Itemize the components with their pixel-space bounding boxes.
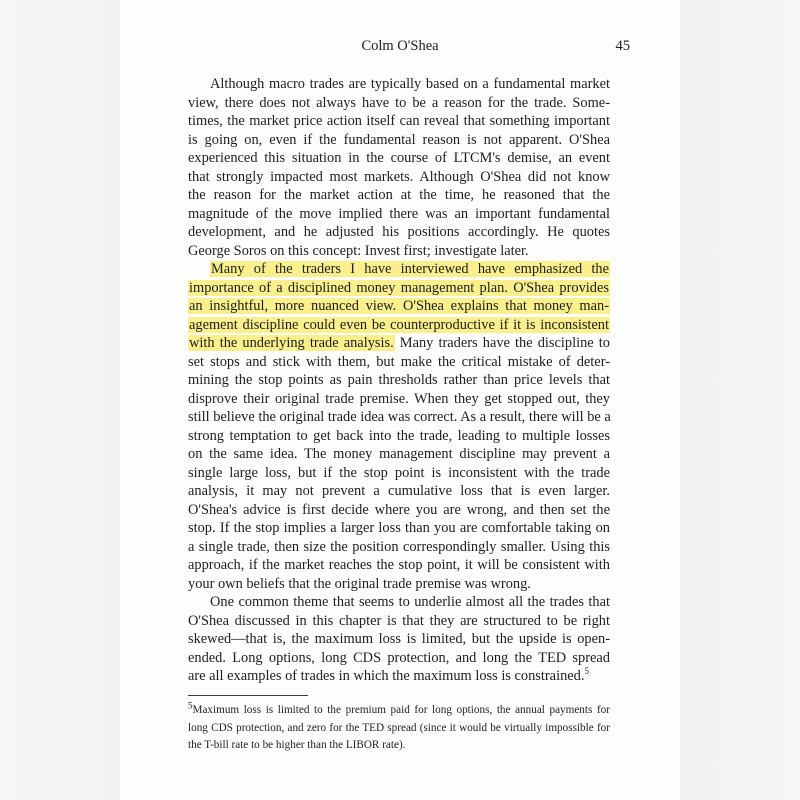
- footnote-line: [188, 702, 610, 720]
- paragraph-line: magnitude of the move implied there was an important fundamental: [188, 205, 610, 222]
- paragraph-line: your own beliefs that the original trade premise was wrong.: [188, 575, 531, 592]
- paragraph-2: [188, 260, 610, 593]
- highlighted-text: with the underlying trade analysis.: [189, 335, 394, 351]
- footnote-reference: 5: [584, 666, 589, 677]
- paragraph-line: [188, 667, 610, 686]
- footnote-line: the T-bill rate to be higher than the LIBOR rate).: [188, 739, 406, 751]
- paragraph-line: is going on, even if the fundamental reason is not apparent. O'Shea: [188, 131, 610, 148]
- paragraph-1: [188, 75, 610, 260]
- paragraph-line: times, the market price action itself can reveal that something important: [188, 113, 610, 129]
- paragraph-line: approach, if the market reaches the stop point, it will be consistent with: [188, 557, 610, 573]
- paragraph-line: O'Shea discussed in this chapter is that they are structured to be right: [188, 612, 610, 629]
- footnote-divider: [188, 695, 308, 696]
- footnote-marker: 5: [188, 700, 193, 711]
- highlighted-line: [188, 316, 610, 335]
- paragraph-line: experienced this situation in the course of LTCM's demise, an event: [188, 150, 610, 166]
- paragraph-line: set stops and stick with them, but make the critical mistake of deter-: [188, 353, 610, 370]
- paragraph-line: that strongly impacted most markets. Although O'Shea did not know: [188, 168, 610, 185]
- paragraph-line: O'Shea's advice is first decide where you are wrong, and then set the: [188, 501, 610, 518]
- paragraph-line: a single trade, then size the position correspondingly smaller. Using this: [188, 538, 610, 555]
- footnote-text: Maximum loss is limited to the premium paid for long options, the annual payments for: [192, 704, 610, 716]
- paragraph-line: stop. If the stop implies a larger loss than you are comfortable taking on: [188, 520, 610, 536]
- paragraph-line: Although macro trades are typically based on a fundamental market: [210, 76, 610, 92]
- paragraph-line: One common theme that seems to underlie almost all the trades that: [210, 594, 610, 610]
- paragraph-line: view, there does not always have to be a reason for the trade. Some-: [188, 94, 610, 111]
- paragraph-line-text: are all examples of trades in which the maximum loss is constrained.: [188, 668, 585, 684]
- body-text: [188, 75, 610, 686]
- page-number: 45: [615, 38, 630, 54]
- mixed-highlight-line: [188, 334, 610, 353]
- paragraph-line: disprove their original trade premise. When they get stopped out, they: [188, 390, 610, 407]
- paragraph-line: ended. Long options, long CDS protection, and long the TED spread: [188, 649, 610, 666]
- paragraph-line: development, and he adjusted his positions accordingly. He quotes: [188, 224, 610, 240]
- highlighted-text: an insightful, more nuanced view. O'Shea explains that money man-: [189, 298, 609, 314]
- footnote-line: long CDS protection, and zero for the TED spread (since it would be virtually impossible for: [188, 721, 610, 734]
- highlighted-line: [188, 297, 610, 316]
- plain-text: Many traders have the discipline to: [394, 335, 610, 351]
- right-margin-shade: [680, 0, 800, 800]
- highlighted-text: agement discipline could even be counterproductive if it is inconsistent: [189, 316, 609, 333]
- book-page: [120, 0, 680, 800]
- highlighted-text: Many of the traders I have interviewed have emphasized the: [211, 261, 609, 277]
- left-margin-shade: [0, 0, 120, 800]
- highlighted-line: [188, 279, 610, 298]
- highlighted-text: importance of a disciplined money management plan. O'Shea provides: [189, 279, 609, 296]
- paragraph-line: strong temptation to get back into the trade, leading to multiple losses: [188, 427, 610, 444]
- paragraph-line: on the same idea. The money management discipline may prevent a: [188, 446, 610, 462]
- paragraph-line: skewed—that is, the maximum loss is limited, but the upside is open-: [188, 631, 610, 647]
- paragraph-3: [188, 593, 610, 686]
- paragraph-line: mining the stop points as pain thresholds rather than price levels that: [188, 372, 610, 388]
- paragraph-line: analysis, it may not prevent a cumulative loss that is even larger.: [188, 483, 610, 499]
- running-header-title: Colm O'Shea: [361, 38, 439, 54]
- paragraph-line: still believe the original trade idea was correct. As a result, there will be a: [188, 409, 611, 425]
- paragraph-line: single large loss, but if the stop point is inconsistent with the trade: [188, 464, 610, 481]
- highlighted-line: [188, 260, 610, 279]
- paragraph-line: the reason for the market action at the time, he reasoned that the: [188, 187, 610, 203]
- paragraph-line: George Soros on this concept: Invest first; investigate later.: [188, 242, 529, 259]
- footnote: [188, 702, 610, 755]
